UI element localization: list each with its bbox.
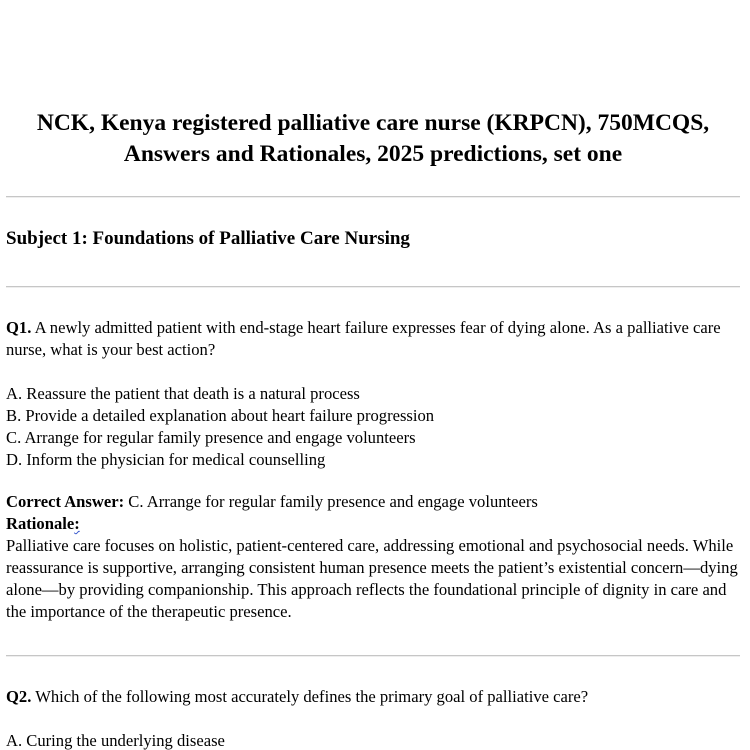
correct-answer-text: C. Arrange for regular family presence and engage volunteers <box>124 492 538 511</box>
subject-heading: Subject 1: Foundations of Palliative Care Nursing <box>6 228 410 249</box>
option-a: A. Reassure the patient that death is a natural process <box>6 384 360 403</box>
divider <box>6 286 740 288</box>
document-title: NCK, Kenya registered palliative care nurse (KRPCN), 750MCQS, Answers and Rationales, 2025 predictions, set one <box>36 110 710 167</box>
rationale-text: Palliative care focuses on holistic, patient-centered care, addressing emotional and psychosocial needs. While reassurance is supportive, arranging consistent human presence meets the patient’s existential concern—dying alone—by providing companionship. This approach reflects the foundational principle of dignity in care and the importance of the therapeutic presence. <box>6 536 738 621</box>
rationale-colon: : <box>74 514 80 533</box>
question-1-stem <box>6 317 740 361</box>
divider <box>6 196 740 198</box>
document-page <box>6 0 740 750</box>
question-2-stem <box>6 686 740 708</box>
divider <box>6 655 740 657</box>
option-d: D. Inform the physician for medical counselling <box>6 450 326 469</box>
correct-answer-label: Correct Answer: <box>6 492 125 511</box>
question-2-text: Which of the following most accurately defines the primary goal of palliative care? <box>31 687 589 706</box>
question-1-label: Q1. <box>6 318 32 337</box>
option-a: A. Curing the underlying disease <box>6 731 225 750</box>
rationale-heading <box>6 513 740 535</box>
question-2-options <box>6 730 740 750</box>
question-2-label: Q2. <box>6 687 32 706</box>
option-b: B. Provide a detailed explanation about heart failure progression <box>6 406 435 425</box>
question-1-options <box>6 383 740 471</box>
question-1-text: A newly admitted patient with end-stage heart failure expresses fear of dying alone. As a palliative care nurse, what is your best action? <box>6 318 721 359</box>
rationale-label: Rationale <box>6 514 75 533</box>
question-1-answer <box>6 491 740 513</box>
option-c: C. Arrange for regular family presence and engage volunteers <box>6 428 416 447</box>
